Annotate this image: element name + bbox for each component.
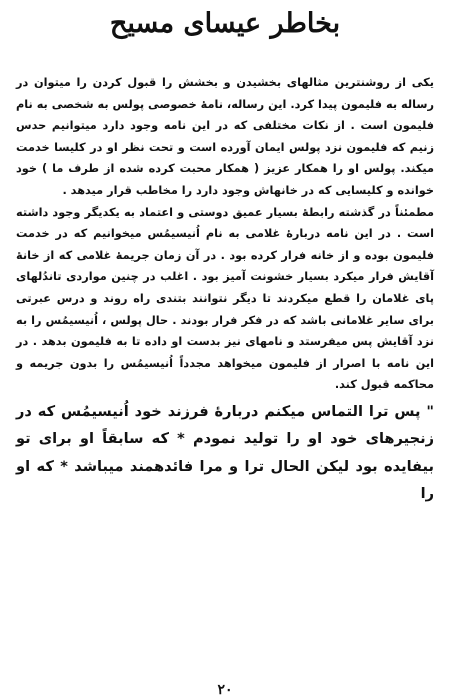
page-title: بخاطر عیسای مسیح [109,8,341,39]
page-number: ۲۰ [217,682,233,698]
scripture-quote: " پس ترا التماس میکنم دربارهٔ فرزند خود اُنیسیمُس که در زنجیرهای خود او را تولید نمودم * که سابقاً او برای تو بیفایده بود لیکن الحال ترا و مرا فائدهمند میباشد * که او را [16,402,434,503]
paragraph-1: یکی از روشنترین مثالهای بخشیدن و بخشش را قبول کردن را میتوان در رساله به فلیمون پیدا کرد. این رساله، نامهٔ خصوصی پولس به شخصی به نام فلیمون است . از نکات مختلفی که در این نامه وجود دارد میتوانیم حدس زنیم که فلیمون نزد پولس ایمان آورده است و تحت نظر او در کلیسا خدمت میکند. پولس او را همکار عزیز ( همکار محبت کرده شده از طرف ما ) خود خوانده و کلیسایی که در خانهاش وجود دارد را مخاطب قرار میدهد . [16,76,434,197]
paragraph-2: مطمئناً در گذشته رابطهٔ بسیار عمیق دوستی و اعتماد به یکدیگر وجود داشته است . در این نامه دربارهٔ غلامی به نام اُنیسیمُس میخوانیم که در خدمت فلیمون بوده و از خانه فرار کرده بود . در آن زمان جریمهٔ غلامی که از خانهٔ آقایش فرار میکرد بسیار خشونت آمیز بود . اغلب در چنین مواردی تاندُلهای پای غلامان را قطع میکردند تا دیگر نتوانند بتندی راه روند و درس عبرتی برای سایر غلامانی باشد که در فکر فرار بودند . حال پولس ، اُنیسیمُس را به نزد آقایش پس میفرستد و نامهای نیز بدست او داده تا به فلیمون بدهد . در این نامه با اصرار از فلیمون میخواهد مجدداً اُنیسیمُس را بدون جریمه و محاکمه قبول کند. [16,205,434,392]
